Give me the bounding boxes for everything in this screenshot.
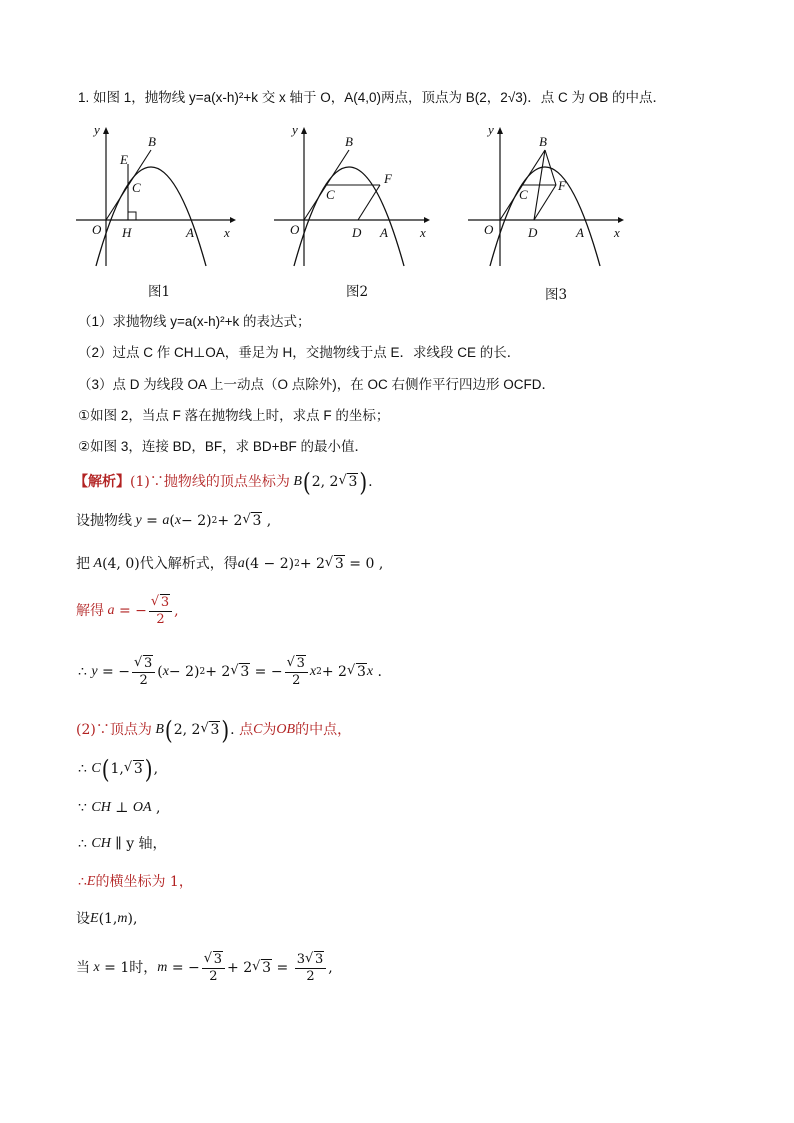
fig3-parabola bbox=[490, 167, 600, 266]
fig3-label-y: y bbox=[488, 122, 494, 137]
fig3-label-f: F bbox=[558, 178, 566, 193]
solution-line-7: ∴ C ( 1, √ 3 ) , bbox=[78, 754, 159, 784]
solution-tag: 【解析】 bbox=[74, 473, 130, 490]
fig1-y-arrow bbox=[103, 127, 109, 134]
fig3-label-d: D bbox=[528, 225, 538, 240]
sub-question-3: （3）点 D 为线段 OA 上一动点（O 点除外)，在 OC 右侧作平行四边形 OCFD． bbox=[78, 377, 556, 392]
solution-line-10: ∴ E 的横坐标为 1， bbox=[78, 874, 193, 890]
solution-line-4: 解得 a = − √ 3 2 , bbox=[76, 594, 179, 627]
fig3-label-b: B bbox=[539, 134, 547, 149]
part2-mid3: 的中点， bbox=[295, 721, 352, 738]
because-symbol: ∵ bbox=[78, 800, 87, 816]
solution-line-3: 把 A (4, 0) 代入解析式，得 a (4 − 2) 2 + 2 √ 3 = 0 , bbox=[76, 555, 384, 572]
fig1-label-b: B bbox=[148, 134, 156, 149]
fig2-label-d: D bbox=[352, 225, 362, 240]
solution-line-2: 设抛物线 y = a ( x − 2) 2 + 2 √ 3 , bbox=[76, 512, 272, 529]
fig2-caption: 图2 bbox=[346, 284, 369, 300]
fig2-label-b: B bbox=[345, 134, 353, 149]
figure-3 bbox=[464, 120, 644, 270]
fig3-label-x: x bbox=[614, 225, 620, 240]
fig1-parabola bbox=[96, 167, 206, 266]
fig2-segment-fd bbox=[358, 185, 380, 220]
fig1-right-angle bbox=[128, 212, 136, 220]
problem-statement: 1. 如图 1，抛物线 y=a(x-h)²+k 交 x 轴于 O，A(4,0)两点，顶点为 B(2，2√3)．点 C 为 OB 的中点． bbox=[78, 90, 666, 105]
fig3-caption: 图3 bbox=[545, 287, 568, 303]
fig2-label-y: y bbox=[292, 122, 298, 137]
sub-question-3-1: ①如图 2，当点 F 落在抛物线上时，求点 F 的坐标； bbox=[78, 408, 390, 423]
fig2-y-arrow bbox=[301, 127, 307, 134]
solution-line-12: 当 x = 1 时， m = − √ 3 2 + 2 √ 3 = 3 √ 3 2 , bbox=[76, 951, 333, 984]
figure-2 bbox=[268, 120, 448, 270]
solution-line-1: 【解析】 (1) ∵抛物线的顶点坐标为 B ( 2, 2 √ 3 ) . bbox=[74, 467, 373, 497]
fig1-x-arrow bbox=[230, 217, 236, 223]
set-e-text: 设 bbox=[76, 911, 90, 927]
part1-label: (1) bbox=[130, 473, 150, 490]
fig3-label-c: C bbox=[519, 187, 528, 202]
fig1-caption: 图1 bbox=[148, 284, 171, 300]
parallel-y-axis: y 轴， bbox=[126, 836, 167, 852]
fig1-label-y: y bbox=[94, 122, 100, 137]
fig1-label-h: H bbox=[122, 225, 132, 240]
substitute-prefix: 把 bbox=[76, 556, 90, 572]
solution-line-8: ∵ CH ⊥ OA , bbox=[78, 800, 161, 816]
fig1-label-c: C bbox=[132, 180, 141, 195]
part2-mid2: 为 bbox=[262, 721, 277, 738]
solve-prefix: 解得 bbox=[76, 602, 104, 619]
when-prefix: 当 bbox=[76, 959, 90, 976]
solution-line-6: (2) ∵顶点为 B ( 2, 2 √ 3 ) . 点 C 为 OB 的中点， bbox=[76, 715, 352, 745]
figure-1 bbox=[70, 120, 250, 270]
fig3-y-arrow bbox=[497, 127, 503, 134]
fig1-label-o: O bbox=[92, 222, 102, 237]
fig2-label-x: x bbox=[420, 225, 426, 240]
part2-label: (2) bbox=[76, 721, 96, 738]
fig2-label-o: O bbox=[290, 222, 300, 237]
abscissa-text: 的横坐标为 1， bbox=[95, 874, 193, 890]
sub-question-2: （2）过点 C 作 CH⊥OA，垂足为 H，交抛物线于点 E．求线段 CE 的长． bbox=[78, 345, 521, 360]
part1-text: ∵抛物线的顶点坐标为 bbox=[149, 473, 290, 490]
fig2-label-a: A bbox=[380, 225, 388, 240]
fig1-label-e: E bbox=[120, 152, 128, 167]
fig1-label-a: A bbox=[186, 225, 194, 240]
part2-text: ∵顶点为 bbox=[95, 721, 152, 738]
set-parabola-text: 设抛物线 bbox=[76, 513, 132, 529]
solution-line-11: 设 E (1, m ), bbox=[76, 911, 138, 927]
fig2-x-arrow bbox=[424, 217, 430, 223]
fig3-label-a: A bbox=[576, 225, 584, 240]
when-mid: 时， bbox=[129, 959, 158, 976]
substitute-mid: 代入解析式，得 bbox=[139, 556, 238, 572]
fig2-label-f: F bbox=[384, 171, 392, 186]
fig3-x-arrow bbox=[618, 217, 624, 223]
part2-mid: 点 bbox=[239, 721, 254, 738]
fig3-label-o: O bbox=[484, 222, 494, 237]
fig2-label-c: C bbox=[326, 187, 335, 202]
sub-question-3-2: ②如图 3，连接 BD，BF，求 BD+BF 的最小值． bbox=[78, 439, 369, 454]
solution-line-5: ∴ y = − √ 3 2 ( x − 2) 2 + 2 √ 3 = − √ 3 2 x 2 + 2 √ 3 x . bbox=[78, 655, 382, 688]
sub-question-1: （1）求抛物线 y=a(x-h)²+k 的表达式； bbox=[78, 314, 311, 329]
fig1-label-x: x bbox=[224, 225, 230, 240]
solution-line-9: ∴ CH ∥ y 轴， bbox=[78, 836, 167, 852]
